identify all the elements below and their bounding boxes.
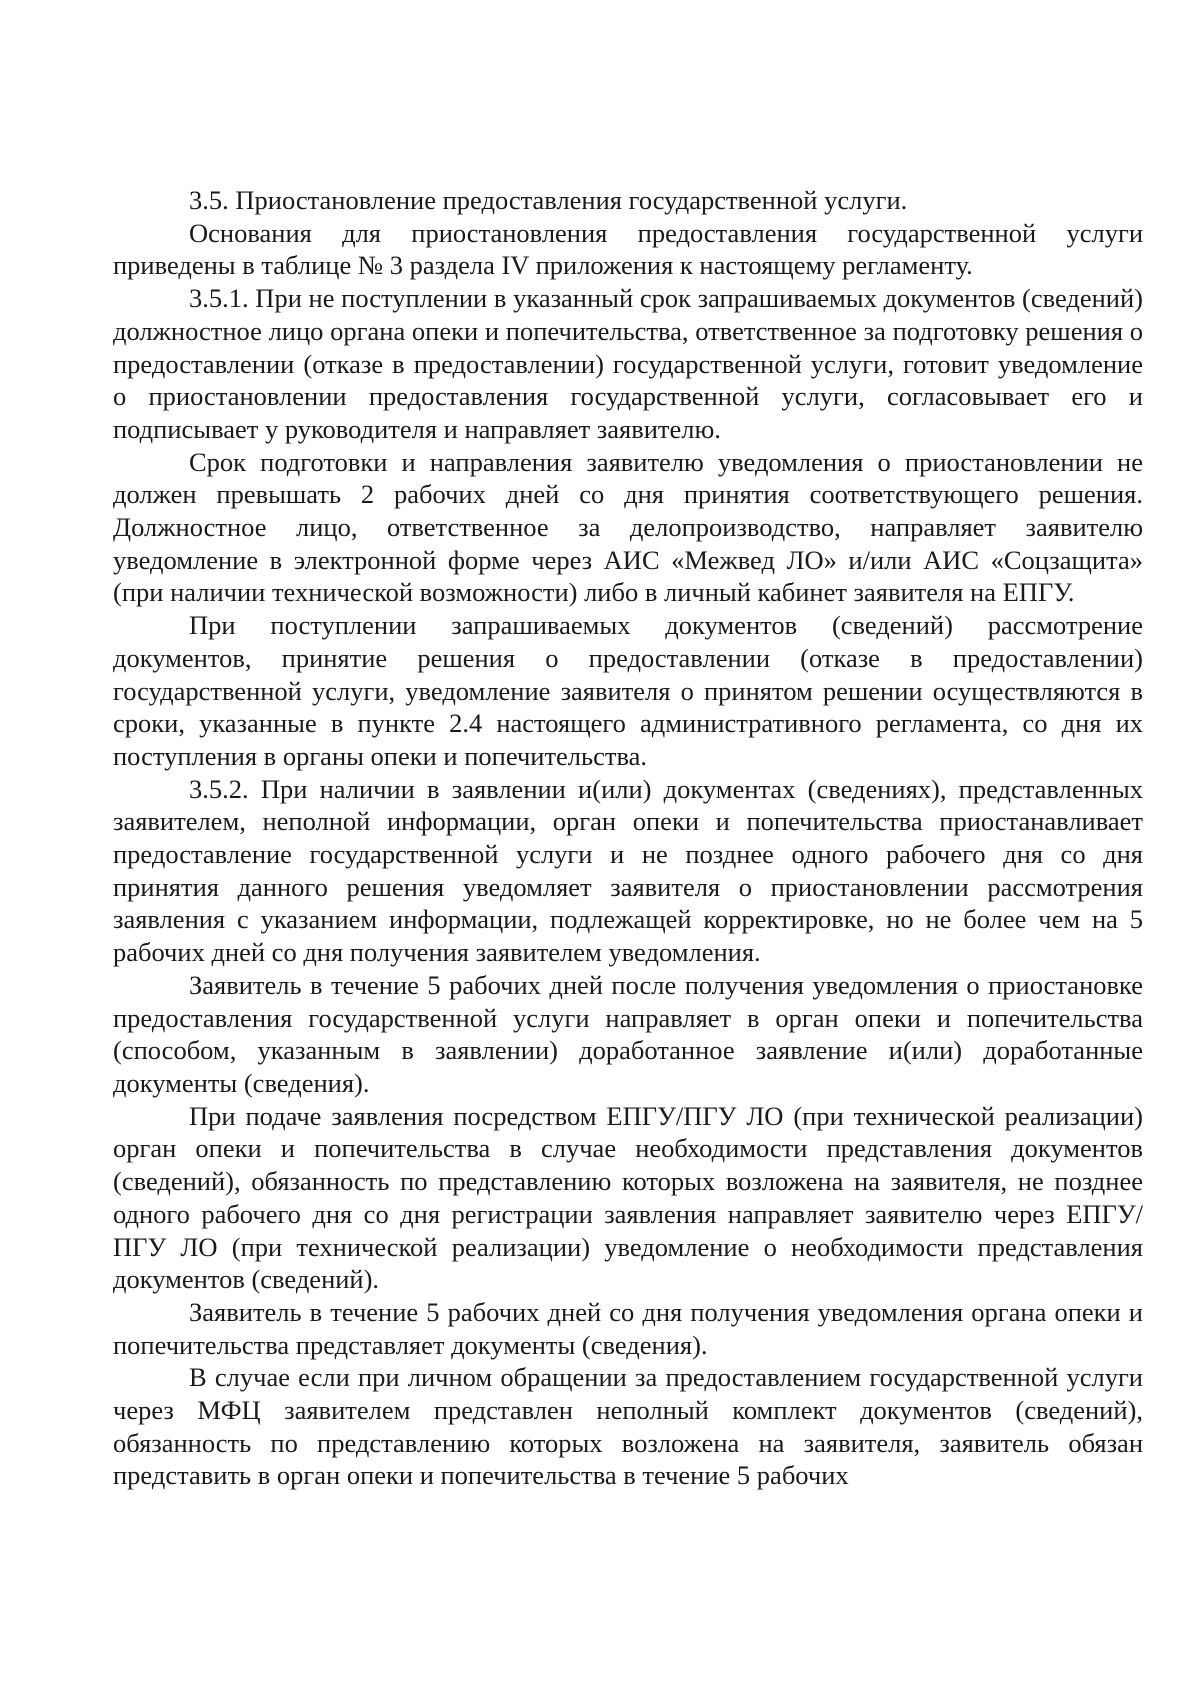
paragraph-mfc-incomplete-set: В случае если при личном обращении за предоставлением государственной услуги через МФЦ заявителем представлен неполный комплект документов (сведений), обязанность по представлению которых возложена на заявителя, заявитель обязан представить в орган опеки и попечительства в течение 5 рабочих (113, 1362, 1143, 1491)
paragraph-applicant-resubmission: Заявитель в течение 5 рабочих дней после получения уведомления о приостановке предоставления государственной услуги направляет в орган опеки и попечительства (способом, указанным в заявлении) доработанное заявление и(или) доработанные документы (сведения). (113, 969, 1143, 1098)
paragraph-3-5-heading: 3.5. Приостановление предоставления государственной услуги. (189, 185, 908, 215)
paragraph-epgu-submission: При подаче заявления посредством ЕПГУ/ПГУ ЛО (при технической реализации) орган опеки и попечительства в случае необходимости представления документов (сведений), обязанность по представлению которых возложена на заявителя, не позднее одного рабочего дня со дня регистрации заявления направляет заявителю через ЕПГУ/ПГУ ЛО (при технической реализации) уведомление о необходимости представления документов (сведений). (113, 1100, 1143, 1295)
paragraph-notification-term: Срок подготовки и направления заявителю уведомления о приостановлении не должен превышать 2 рабочих дней со дня принятия соответствующего решения. Должностное лицо, ответственное за делопроизводство, направляет заявителю уведомление в электронной форме через АИС «Межвед ЛО» и/или АИС «Соцзащита» (при наличии технической возможности) либо в личный кабинет заявителя на ЕПГУ. (113, 446, 1143, 608)
paragraph-3-5-2: 3.5.2. При наличии в заявлении и(или) документах (сведениях), представленных заявителем, неполной информации, орган опеки и попечительства приостанавливает предоставление государственной услуги и не позднее одного рабочего дня со дня принятия данного решения уведомляет заявителя о приостановлении рассмотрения заявления с указанием информации, подлежащей корректировке, но не более чем на 5 рабочих дней со дня получения заявителем уведомления. (113, 773, 1143, 968)
paragraph-suspension-grounds: Основания для приостановления предоставления государственной услуги приведены в таблице № 3 раздела IV приложения к настоящему регламенту. (113, 217, 1143, 281)
paragraph-3-5-1: 3.5.1. При не поступлении в указанный срок запрашиваемых документов (сведений) должностное лицо органа опеки и попечительства, ответственное за подготовку решения о предоставлении (отказе в предоставлении) государственной услуги, готовит уведомление о приостановлении предоставления государственной услуги, согласовывает его и подписывает у руководителя и направляет заявителю. (113, 283, 1143, 444)
paragraph-applicant-provides-documents: Заявитель в течение 5 рабочих дней со дня получения уведомления органа опеки и попечительства представляет документы (сведения). (113, 1296, 1143, 1360)
paragraph-documents-received: При поступлении запрашиваемых документов (сведений) рассмотрение документов, принятие решения о предоставлении (отказе в предоставлении) государственной услуги, уведомление заявителя о принятом решении осуществляются в сроки, указанные в пункте 2.4 настоящего административного регламента, со дня их поступления в органы опеки и попечительства. (113, 610, 1143, 771)
document-body (113, 184, 1143, 1492)
